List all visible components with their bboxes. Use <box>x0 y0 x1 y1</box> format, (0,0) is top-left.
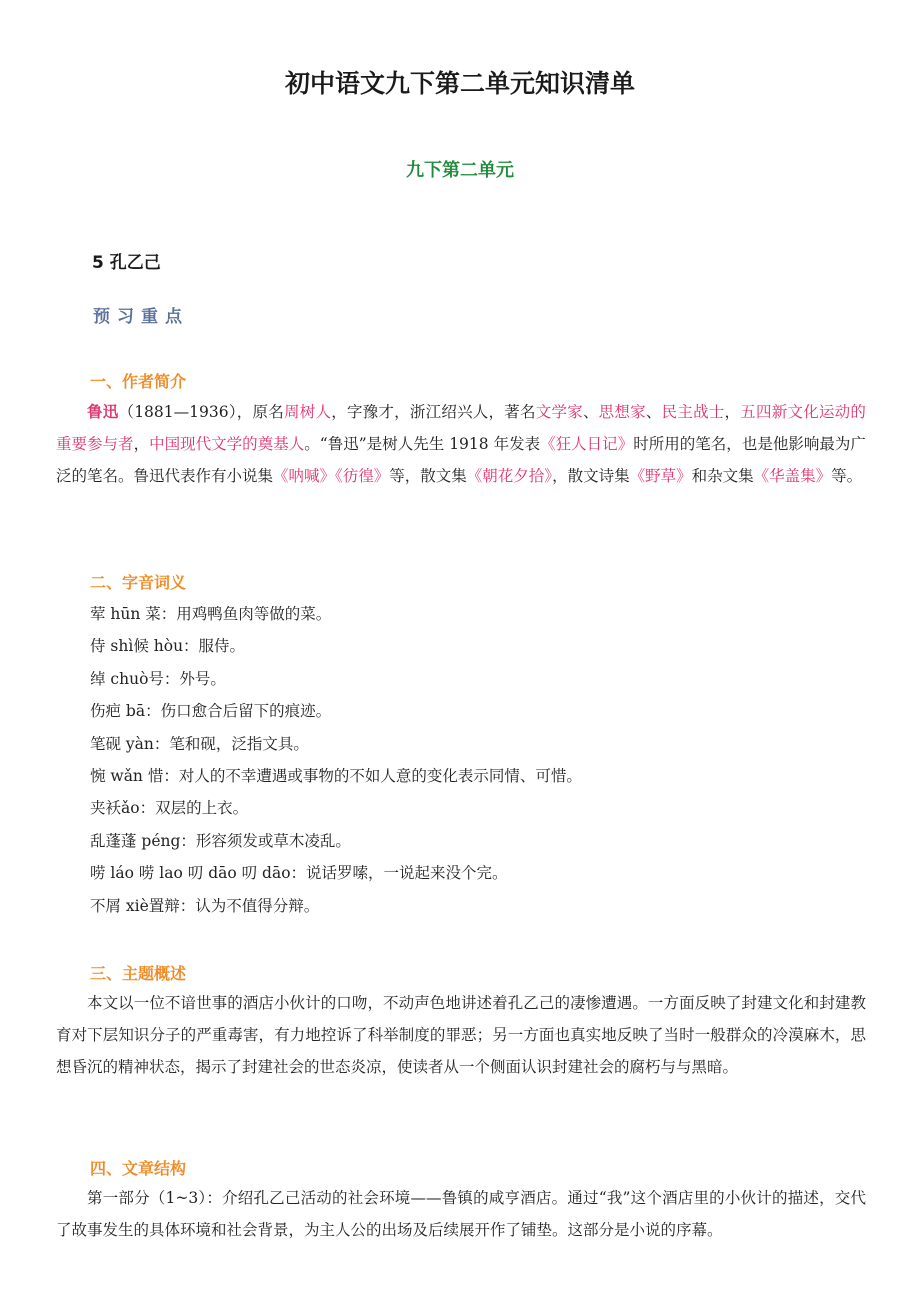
theme-paragraph: 本文以一位不谙世事的酒店小伙计的口吻，不动声色地讲述着孔乙己的凄惨遭遇。一方面反映了封建文化和封建教育对下层知识分子的严重毒害，有力地控诉了科举制度的罪恶；另一方面也真实地反映了当时一般群众的冷漠麻木，思想昏沉的精神状态，揭示了封建社会的世态炎凉，使读者从一个侧面认识封建社会的腐朽与与黑暗。 <box>56 994 866 1076</box>
author-text: ，散文诗集 <box>552 467 630 485</box>
vocab-item: 伤疤 bā：伤口愈合后留下的痕迹。 <box>90 702 332 721</box>
unit-title: 九下第二单元 <box>406 160 514 181</box>
lesson-title: 5 孔乙己 <box>92 253 161 273</box>
author-role: 中国现代文学的奠基人 <box>149 435 305 453</box>
author-heading: 一、作者简介 <box>90 372 187 391</box>
author-text: ， <box>133 435 150 453</box>
author-paragraph <box>56 396 866 492</box>
author-text: 等。 <box>831 467 863 485</box>
author-text: 、 <box>645 403 662 421</box>
author-work: 《华盖集》 <box>753 467 832 485</box>
author-role: 民主战士 <box>661 403 725 421</box>
author-text: 、 <box>582 403 599 421</box>
vocab-item: 荤 hūn 菜：用鸡鸭鱼肉等做的菜。 <box>90 605 332 623</box>
author-name: 鲁迅 <box>87 402 119 421</box>
theme-heading: 三、主题概述 <box>90 964 187 983</box>
vocab-item: 唠 láo 唠 lao 叨 dāo 叨 dāo：说话罗嗦，一说起来没个完。 <box>90 864 508 883</box>
vocab-heading: 二、字音词义 <box>90 573 187 592</box>
structure-heading: 四、文章结构 <box>90 1159 187 1178</box>
author-text: ， <box>724 403 741 421</box>
vocab-item: 乱蓬蓬 péng：形容须发或草木凌乱。 <box>90 831 351 850</box>
author-real-name: 周树人 <box>284 403 332 421</box>
author-role: 五四新文化运动的重要参与者 <box>56 403 866 453</box>
author-text: 等，散文集 <box>389 467 467 485</box>
vocab-item: 绰 chuò号：外号。 <box>90 669 226 688</box>
author-text: （1881—1936），原名 <box>118 403 285 421</box>
author-text: 。“鲁迅”是树人先生 1918 年发表 <box>304 435 541 453</box>
vocab-item: 夹袄ǎo：双层的上衣。 <box>90 799 249 818</box>
author-text: ，字豫才，浙江绍兴人，著名 <box>331 403 536 421</box>
vocab-list <box>90 598 582 922</box>
author-text: 时所用的笔名，也是他影响最为广泛的笔名。鲁迅代表作有小说集 <box>56 435 866 485</box>
preview-title: 预习重点 <box>93 307 189 327</box>
author-work: 《呐喊》《彷徨》 <box>273 467 390 485</box>
author-work: 《朝花夕拾》 <box>466 467 553 485</box>
vocab-item: 侍 shì候 hòu：服侍。 <box>90 637 246 656</box>
document-title: 初中语文九下第二单元知识清单 <box>284 69 635 98</box>
vocab-item: 笔砚 yàn：笔和砚，泛指文具。 <box>90 734 309 753</box>
author-text: 和杂文集 <box>691 467 754 485</box>
author-work: 《狂人日记》 <box>540 435 634 453</box>
author-work: 《野草》 <box>629 467 692 485</box>
vocab-item: 不屑 xiè置辩：认为不值得分辩。 <box>90 896 320 915</box>
vocab-item: 惋 wǎn 惜：对人的不幸遭遇或事物的不如人意的变化表示同情、可惜。 <box>90 767 582 786</box>
structure-paragraph: 第一部分（1~3）：介绍孔乙己活动的社会环境——鲁镇的咸亨酒店。通过“我”这个酒店里的小伙计的描述，交代了故事发生的具体环境和社会背景，为主人公的出场及后续展开作了铺垫。这部分是小说的序幕。 <box>56 1189 866 1239</box>
author-role: 文学家 <box>535 403 583 421</box>
author-role: 思想家 <box>598 403 646 421</box>
